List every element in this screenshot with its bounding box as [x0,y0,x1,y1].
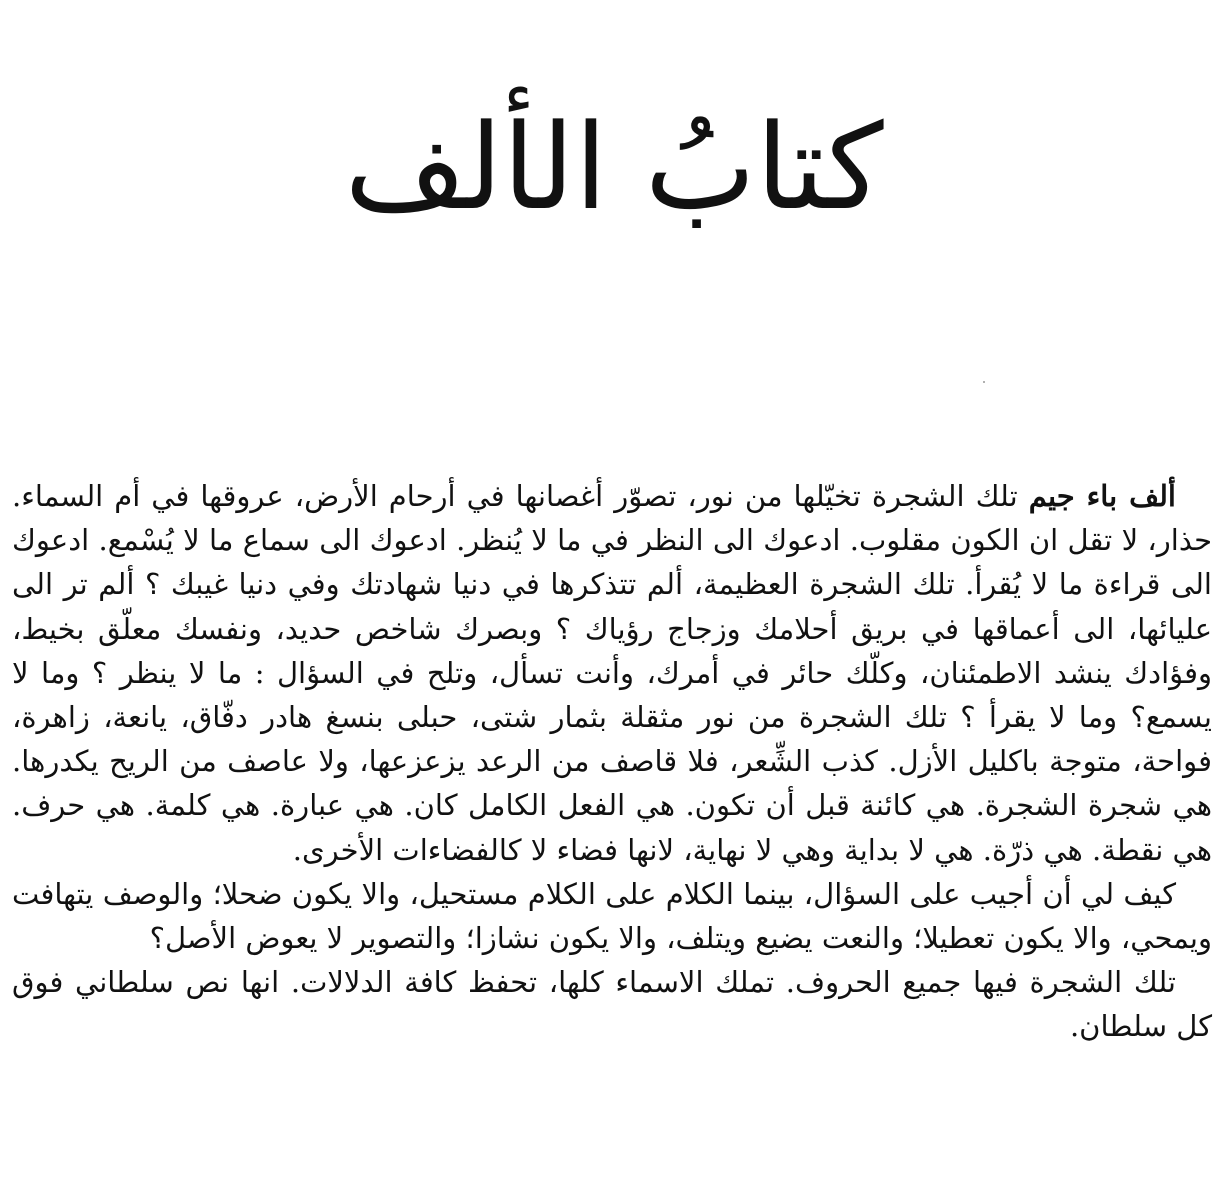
paragraph-1-text: تلك الشجرة تخيّلها من نور، تصوّر أغصانها في أرحام الأرض، عروقها في أم السماء. حذار، لا تقل ان الكون مقلوب. ادعوك الى النظر في ما لا يُنظر. ادعوك الى سماع ما لا يُسْمع. ادعوك الى قراءة ما لا يُقرأ. تلك الشجرة العظيمة، ألم تتذكرها في دنيا شهادتك وفي دنيا غيبك ؟ ألم تر الى عليائها، الى أعماقها في بريق أحلامك وزجاج رؤياك ؟ وبصرك شاخص حديد، ونفسك معلّق بخيط، وفؤادك ينشد الاطمئنان، وكلّك حائر في أمرك، وأنت تسأل، وتلح في السؤال : ما لا ينظر ؟ وما لا يسمع؟ وما لا يقرأ ؟ تلك الشجرة من نور مثقلة بثمار شتى، حبلى بنسغ هادر دفّاق، يانعة، زاهرة، فواحة، متوجة باكليل الأزل. كذب الشِّعر، فلا قاصف من الرعد يزعزعها، ولا عاصف من الريح يكدرها. هي شجرة الشجرة. هي كائنة قبل أن تكون. هي الفعل الكامل كان. هي عبارة. هي كلمة. هي حرف. هي نقطة. هي ذرّة. هي لا بداية وهي لا نهاية، لانها فضاء لا كالفضاءات الأخرى. [12,479,1212,867]
paper-speck [983,381,985,383]
paragraph-lead: ألف باء جيم [1028,479,1176,513]
paragraph-3: تلك الشجرة فيها جميع الحروف. تملك الاسماء كلها، تحفظ كافة الدلالات. انها نص سلطاني فوق كل سلطان. [12,965,1212,1044]
page-title: كتابُ الألف [344,98,884,236]
body-text [12,474,1212,1049]
paragraph-1 [12,474,1212,872]
paragraph-2: كيف لي أن أجيب على السؤال، بينما الكلام على الكلام مستحيل، والا يكون ضحلا؛ والوصف يتهافت ويمحي، والا يكون تعطيلا؛ والنعت يضيع ويتلف، والا يكون نشازا؛ والتصوير لا يعوض الأصل؟ [12,876,1212,956]
